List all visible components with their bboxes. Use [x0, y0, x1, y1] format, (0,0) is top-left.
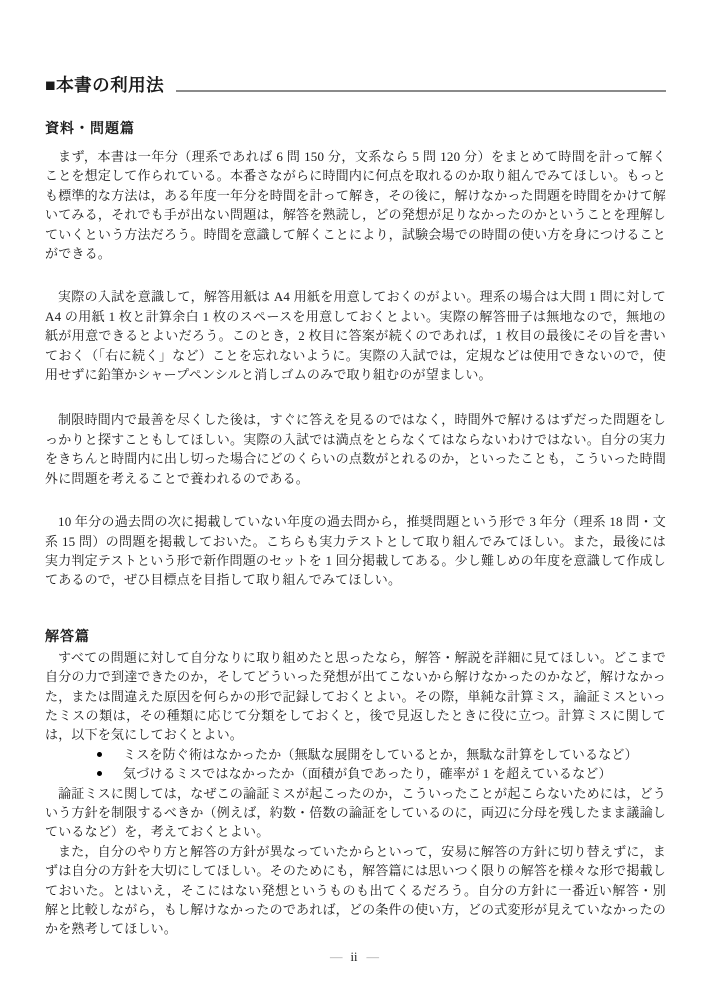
list-item-text: 気づけるミスではなかったか（面積が負であったり，確率が 1 を超えているなど）: [123, 766, 612, 782]
section-heading-shiryo-mondai: 資料・問題篇: [45, 120, 135, 136]
section-heading-kaito: 解答篇: [45, 627, 90, 644]
title-rule: [176, 90, 666, 92]
page-number: ii: [350, 950, 358, 964]
paragraph: 論証ミスに関しては，なぜこの論証ミスが起こったのか，こういったことが起こらないためには，どういう方針を制限するべきか（例えば，約数・倍数の論証をしているのに，両辺に分母を残したまま議論しているなど）を，考えておくとよい。: [45, 785, 666, 840]
paragraph: まず，本書は一年分（理系であれば 6 問 150 分，文系なら 5 問 120 分）をまとめて時間を計って解くことを想定して作られている。本番さながらに時間内に何点を取れるのか取り組んでみてほしい。もっとも標準的な方法は，ある年度一年分を時間を計って解き，その後に，解けなかった問題を時間をかけて解いてみる，それでも手が出ない問題は，解答を熟読し，どの発想が足りなかったのかということを理解していくという方法だろう。時間を意識して解くことにより，試験会場での時間の使い方を身につけることができる。: [45, 149, 666, 262]
page-footer: [0, 949, 708, 965]
footer-dash-right: —: [366, 950, 378, 964]
list-item: [45, 764, 666, 783]
paragraph: 実際の入試を意識して，解答用紙は A4 用紙を用意しておくのがよい。理系の場合は大問 1 問に対して A4 の用紙 1 枚と計算余白 1 枚のスペースを用意しておくとよい。実際の解答冊子は無地なので，無地の紙が用意できるとよいだろう。このとき，2 枚目に答案が続くのであれば，1 枚目の最後にその旨を書いておく（「右に続く」など）ことを忘れないように。実際の入試では，定規などは使用できないので，使用せずに鉛筆かシャープペンシルと消しゴムのみで取り組むのが望ましい。: [45, 289, 666, 383]
footer-dash-left: —: [330, 950, 342, 964]
paragraph: 制限時間内で最善を尽くした後は，すぐに答えを見るのではなく，時間外で解けるはずだった問題をしっかりと探すこともしてほしい。実際の入試では満点をとらなくてはならないわけではない。自分の実力をきちんと時間内に出し切った場合にどのくらいの点数がとれるのか，といったことも，こういった時間外に問題を考えることで養われるのである。: [45, 412, 666, 486]
bullet-list: [45, 745, 666, 784]
bullet-dot-icon: [97, 752, 102, 757]
page-title: ■本書の利用法: [45, 75, 165, 95]
bullet-dot-icon: [97, 771, 102, 776]
chapter-title-row: [45, 73, 666, 97]
paragraph: すべての問題に対して自分なりに取り組めたと思ったなら，解答・解説を詳細に見てほしい。どこまで自分の力で到達できたのか，そしてどういった発想が出てこないから解けなかったのかなど，解けなかった，または間違えた原因を何らかの形で記録しておくとよい。その際，単純な計算ミス，論証ミスといったミスの類は，その種類に応じて分類をしておくと，後で見返したときに役に立つ。計算ミスに関しては，以下を気にしておくとよい。: [45, 649, 666, 743]
paragraph: 10 年分の過去問の次に掲載していない年度の過去問から，推奨問題という形で 3 年分（理系 18 問・文系 15 問）の問題を掲載しておいた。こちらも実力テストとして取り組んでみてほしい。また，最後には実力判定テストという形で新作問題のセットを 1 回分掲載してある。少し難しめの年度を意識して作成してあるので，ぜひ目標点を目指して取り組んでみてほしい。: [45, 514, 666, 588]
list-item-text: ミスを防ぐ術はなかったか（無駄な展開をしているとか，無駄な計算をしているなど）: [123, 746, 638, 762]
paragraph: また，自分のやり方と解答の方針が異なっていたからといって，安易に解答の方針に切り替えずに，まずは自分の方針を大切にしてほしい。そのためにも，解答篇には思いつく限りの解答を様々な形で掲載しておいた。とはいえ，そこにはない発想というものも出てくるだろう。自分の方針に一番近い解答・別解と比較しながら，もし解けなかったのであれば，どの条件の使い方，どの式変形が見えていなかったのかを熟考してほしい。: [45, 843, 666, 937]
section-kaito: [45, 626, 666, 939]
section-shiryo-mondai: [45, 118, 666, 590]
page-content: [45, 0, 666, 939]
list-item: [45, 745, 666, 764]
